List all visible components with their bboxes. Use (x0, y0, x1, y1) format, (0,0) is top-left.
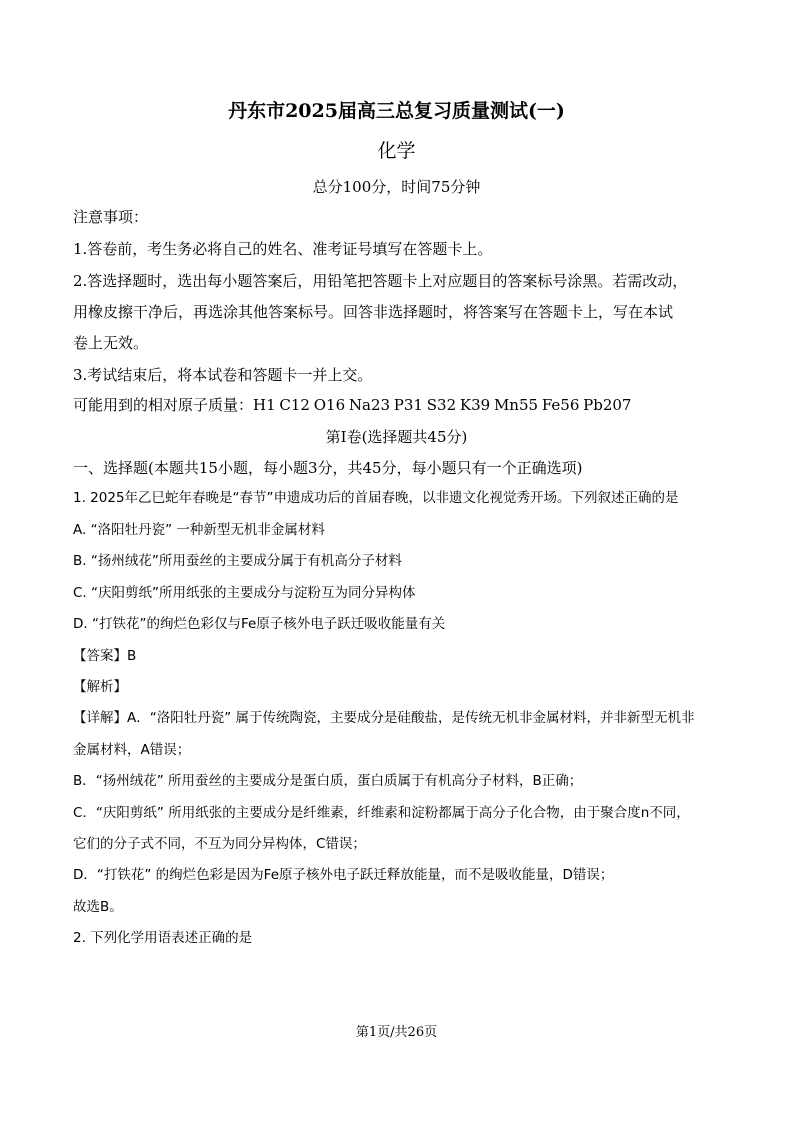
question-1-option-a: A. “洛阳牡丹瓷” 一种新型无机非金属材料 (73, 522, 325, 538)
question-1-option-d: D. “打铁花”的绚烂色彩仅与Fe原子核外电子跃迁吸收能量有关 (73, 616, 446, 632)
question-1-detail-line-4: C．“庆阳剪纸” 所用纸张的主要成分是纤维素，纤维素和淀粉都属于高分子化合物，由于聚合度n不同， (73, 805, 690, 821)
question-1-stem: 1. 2025年乙巳蛇年春晚是“春节”申遗成功后的首届春晚，以非遗文化视觉秀开场。下列叙述正确的是 (73, 490, 679, 506)
question-1-detail-line-6: D．“打铁花” 的绚烂色彩是因为Fe原子核外电子跃迁释放能量，而不是吸收能量，D错误； (73, 867, 614, 883)
notice-item-2-line-1: 2.答选择题时，选出每小题答案后，用铅笔把答题卡上对应题目的答案标号涂黑。若需改动， (73, 272, 688, 290)
question-1-answer: 【答案】B (73, 648, 137, 664)
question-1-conclusion: 故选B。 (73, 899, 123, 915)
question-1-option-c: C. “庆阳剪纸”所用纸张的主要成分与淀粉互为同分异构体 (73, 585, 416, 601)
question-1-detail-line-5: 它们的分子式不同，不互为同分异构体，C错误； (73, 836, 366, 852)
question-1-detail-line-3: B．“扬州绒花” 所用蚕丝的主要成分是蛋白质，蛋白质属于有机高分子材料，B正确； (73, 773, 583, 789)
question-1-detail-line-1: 【详解】A．“洛阳牡丹瓷” 属于传统陶瓷，主要成分是硅酸盐，是传统无机非金属材料，并非新型无机非 (73, 710, 695, 726)
atomic-mass-line: 可能用到的相对原子质量：H1 C12 O16 Na23 P31 S32 K39 Mn55 Fe56 Pb207 (73, 396, 632, 414)
question-1-analysis-label: 【解析】 (73, 679, 127, 695)
notice-item-3: 3.考试结束后，将本试卷和答题卡一并上交。 (73, 366, 373, 384)
subject-title: 化学 (377, 140, 416, 162)
section-title: 第Ⅰ卷(选择题共45分) (325, 428, 468, 446)
notice-item-2-line-2: 用橡皮擦干净后，再选涂其他答案标号。回答非选择题时，将答案写在答题卡上，写在本试 (73, 303, 674, 321)
question-2-stem: 2. 下列化学用语表述正确的是 (73, 930, 253, 946)
question-1-option-b: B. “扬州绒花”所用蚕丝的主要成分属于有机高分子材料 (73, 553, 402, 569)
page-number: 第1页/共26页 (355, 1025, 438, 1040)
score-time: 总分100分，时间75分钟 (312, 178, 481, 196)
exam-title: 丹东市2025届高三总复习质量测试(一) (228, 100, 565, 122)
notice-item-2-line-3: 卷上无效。 (73, 334, 149, 352)
section-instruction: 一、选择题(本题共15小题，每小题3分，共45分，每小题只有一个正确选项) (73, 459, 583, 477)
question-1-detail-line-2: 金属材料，A错误； (73, 742, 191, 758)
notice-heading: 注意事项： (73, 208, 149, 226)
notice-item-1: 1.答卷前，考生务必将自己的姓名、准考证号填写在答题卡上。 (73, 240, 493, 258)
